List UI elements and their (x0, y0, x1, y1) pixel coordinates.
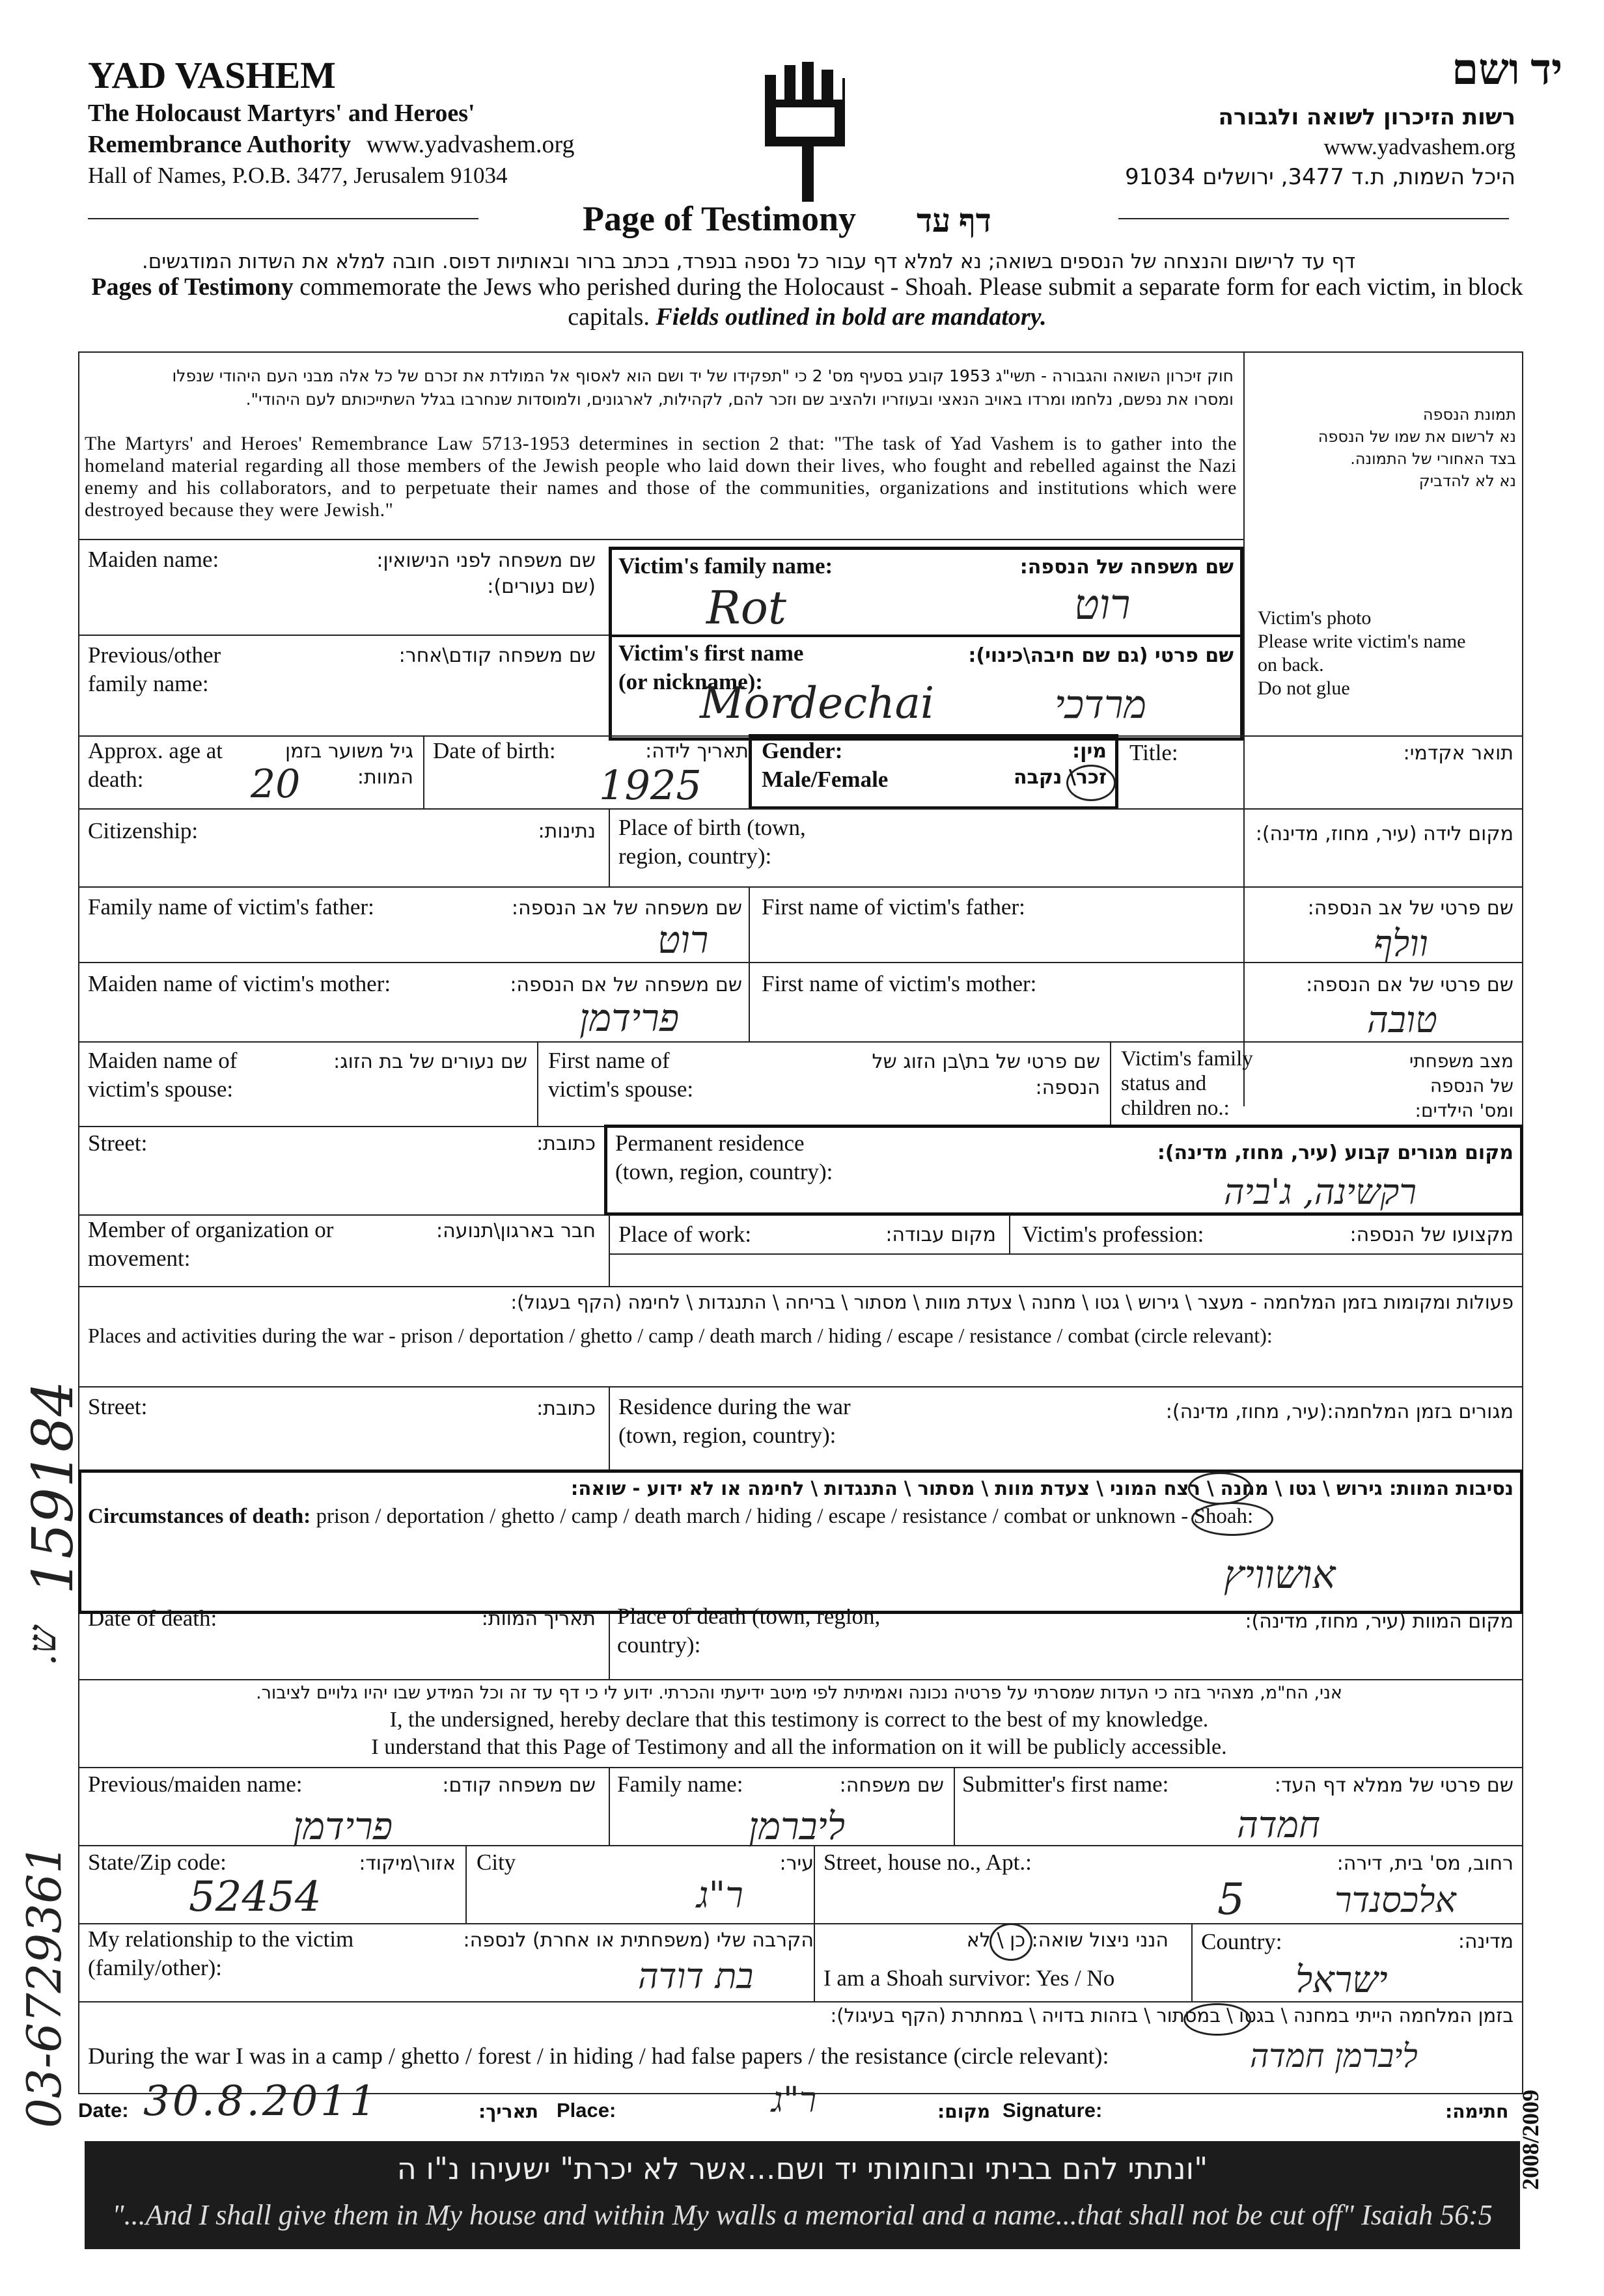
war-res-2: (town, region, country): (618, 1423, 837, 1448)
gender-he-2: זכר\ נקבה (1013, 766, 1107, 789)
intro-rest: commemorate the Jews who perished during the Holocaust - Shoah. Please submit a separate form for each victim, in block capitals. (293, 273, 1523, 331)
street-label: Street: (88, 1130, 148, 1156)
col-rule (1191, 1923, 1193, 2001)
circumstances-he: נסיבות המוות: גירוש \ גטו \ מחנה \ רצח המוני \ צעדת מוות \ מסתור \ התנגדות \ לחימה או לא ידוע - שואה: (570, 1477, 1514, 1499)
victim-first-value-en[interactable]: Mordechai (700, 678, 935, 728)
place-label: Place: (557, 2099, 616, 2122)
age-value[interactable]: 20 (251, 761, 301, 807)
row-rule (78, 1386, 1523, 1387)
photo-en-2: Please write victim's name (1258, 631, 1466, 652)
intro-bold: Pages of Testimony (91, 273, 294, 301)
org-name-he: יד ושם (1452, 46, 1563, 94)
city-value[interactable]: ר"ג (697, 1874, 743, 1917)
prev-family-1: Previous/other (88, 642, 221, 668)
col-rule (609, 1214, 610, 1286)
age-he-1: גיל משוער בזמן (285, 740, 413, 763)
survivor-he: הנני ניצול שואה: כן \ לא (966, 1929, 1168, 1952)
photo-en-4: Do not glue (1258, 677, 1350, 699)
col-rule (537, 1041, 538, 1126)
age-1: Approx. age at (88, 738, 223, 763)
photo-he-2: נא לרשום את שמו של הנספה (1318, 428, 1516, 446)
city-label: City (477, 1850, 516, 1875)
header-rule-left (88, 218, 478, 219)
authority-name: Remembrance Authority (88, 131, 352, 158)
declaration-en (85, 1706, 1514, 1761)
relationship-value[interactable]: בת דודה (638, 1956, 754, 1997)
age-2: death: (88, 767, 144, 792)
mother-first-value[interactable]: טובה (1367, 999, 1437, 1041)
pob-he: מקום לידה (עיר, מחוז, מדינה): (1255, 823, 1514, 845)
submitter-first-he: שם פרטי של ממלא דף העד: (1274, 1774, 1514, 1797)
submitter-family-value[interactable]: ליברמן (749, 1804, 845, 1848)
photo-note-he (1318, 403, 1516, 492)
pod-1: Place of death (town, region, (617, 1604, 881, 1629)
row-rule (78, 1041, 1523, 1043)
submitter-previous-value[interactable]: פרידמן (293, 1804, 393, 1848)
perm-res-1: Permanent residence (615, 1130, 805, 1156)
mother-first-he: שם פרטי של אם הנספה: (1306, 974, 1514, 996)
col-rule (609, 808, 610, 886)
form-title-en: Page of Testimony (583, 199, 857, 238)
previous-family-he: שם משפחה קודם\אחר: (398, 644, 596, 667)
col-rule (814, 1923, 815, 2001)
submitter-name-scrawl: ליברמן חמדה (1250, 2037, 1418, 2075)
title-label: Title: (1129, 740, 1178, 765)
mother-maiden-he: שם משפחה של אם הנספה: (510, 974, 742, 996)
prev-family-2: family name: (88, 671, 209, 696)
war-residence-he: מגורים בזמן המלחמה:(עיר, מחוז, מדינה): (1165, 1401, 1514, 1423)
date-label: Date: (78, 2099, 129, 2122)
pob-2: region, country): (618, 843, 772, 869)
victim-family-he: שם משפחה של הנספה: (1019, 556, 1234, 579)
submitter-family-label: Family name: (617, 1771, 743, 1797)
pob-label (618, 813, 806, 871)
family-status-2: status and (1121, 1072, 1207, 1095)
instruction-he: דף עד לרישום והנצחה של הנספים בשואה; נא למלא דף עבור כל נספה בנפרד, בכתב ברור ובאותיות דפוס. חובה למלא את השדות המודגשים. (141, 250, 1356, 273)
photo-he-1: תמונת הנספה (1422, 405, 1516, 424)
age-he-2: המוות: (357, 766, 413, 789)
row-rule (78, 886, 1523, 888)
spouse-maiden-label (88, 1046, 237, 1104)
authority-line-2 (88, 130, 574, 159)
activities-label: Places and activities during the war - prison / deportation / ghetto / camp / death march / hiding / escape / resistance / combat (circle relevant): (88, 1324, 1273, 1347)
victim-family-label: Victim's family name: (618, 553, 833, 579)
age-label (88, 737, 223, 794)
gender-2: Male/Female (762, 767, 889, 792)
footer-quote-en: "...And I shall give them in My house and within My walls a memorial and a name...that shall not be cut off" Isaiah 56:5 (112, 2199, 1493, 2231)
date-value[interactable]: 30.8.2011 (143, 2077, 379, 2125)
survivor-yes-circle (989, 1923, 1032, 1961)
father-family-label: Family name of victim's father: (88, 894, 374, 920)
dob-he: תאריך לידה: (645, 740, 749, 763)
permanent-residence-he: מקום מגורים קבוע (עיר, מחוז, מדינה): (1157, 1141, 1514, 1164)
col-rule (609, 1386, 610, 1471)
gender-he-1: מין: (1072, 740, 1107, 763)
family-status-he (1380, 1049, 1514, 1123)
margin-phone: 03-6729361 (17, 1844, 72, 2128)
family-status-label (1121, 1046, 1253, 1121)
website-en[interactable]: www.yadvashem.org (366, 131, 575, 158)
work-label: Place of work: (618, 1222, 752, 1247)
gender-male-circle (1066, 765, 1116, 801)
street-he: כתובת: (536, 1132, 596, 1155)
declaration-2: I understand that this Page of Testimony and all the information on it will be publicly accessible. (371, 1735, 1227, 1759)
work-he: מקום עבודה: (885, 1223, 996, 1246)
submitter-previous-label: Previous/maiden name: (88, 1771, 303, 1797)
relationship-he: הקרבה שלי (משפחתית או אחרת) לנספה: (463, 1929, 814, 1952)
intro-italic: Fields outlined in bold are mandatory. (649, 303, 1047, 331)
maiden-name-label: Maiden name: (88, 547, 219, 572)
row-rule (78, 635, 609, 636)
street-house-he: רחוב, מס' בית, דירה: (1336, 1852, 1514, 1875)
spouse-first-he (833, 1049, 1100, 1101)
submitter-previous-he: שם משפחה קודם: (442, 1774, 596, 1797)
citizenship-he: נתינות: (538, 820, 596, 843)
profession-label: Victim's profession: (1022, 1222, 1204, 1247)
spouse-first-he-1: שם פרטי של בת\בן הזוג של (872, 1050, 1100, 1073)
country-value[interactable]: ישראל (1295, 1959, 1388, 2001)
perm-res-2: (town, region, country): (615, 1159, 833, 1184)
spouse-first-label (548, 1046, 693, 1104)
pod-label (617, 1602, 880, 1660)
gender-label (762, 737, 888, 794)
zip-value[interactable]: 52454 (189, 1873, 322, 1921)
spouse-first-2: victim's spouse: (548, 1076, 694, 1102)
member-1: Member of organization or (88, 1217, 334, 1242)
declaration-1: I, the undersigned, hereby declare that this testimony is correct to the best of my knowledge. (389, 1708, 1209, 1732)
family-status-3: children no.: (1121, 1097, 1230, 1120)
war-street-he: כתובת: (536, 1397, 596, 1420)
ghetto-he-circle (1183, 2003, 1251, 2036)
submitter-first-label: Submitter's first name: (962, 1771, 1169, 1797)
city-he: עיר: (779, 1852, 814, 1875)
law-he-2: ומסרו את נפשם, נלחמו ומרדו באויב הנאצי ובעוזריו ולהציב שם וזכר להם, לקהילות, לארגונים, ולמוסדות שנחרבו בגלל השתייכותם לעם היהודי". (245, 390, 1234, 409)
law-he-1: חוק זיכרון השואה והגבורה - תשי"ג 1953 קובע בסעיף מס' 2 כי "תפקידו של יד ושם הוא לאסוף אל המולדת את זכרם של כל אלה מבני העם היהודי שנפלו (172, 366, 1234, 385)
mother-first-label: First name of victim's mother: (762, 971, 1037, 996)
col-rule (954, 1767, 955, 1845)
victim-family-value-he[interactable]: רוט (1074, 581, 1131, 629)
father-first-value[interactable]: וולף (1374, 923, 1428, 965)
pod-2: country): (617, 1632, 701, 1658)
previous-family-label (88, 641, 221, 698)
row-rule (78, 1923, 1523, 1924)
dod-label: Date of death: (88, 1606, 217, 1631)
circ-bold: Circumstances of death: (88, 1505, 311, 1528)
photo-note-en (1258, 607, 1465, 700)
survivor-label: I am a Shoah survivor: Yes / No (823, 1965, 1115, 1991)
row-rule (78, 1679, 1523, 1680)
street-house-label: Street, house no., Apt.: (823, 1850, 1032, 1875)
row-rule (78, 1845, 1523, 1846)
relationship-1: My relationship to the victim (88, 1926, 354, 1952)
street-name-value[interactable]: אלכסנדר (1334, 1879, 1456, 1920)
law-text-he (85, 364, 1234, 411)
form-title-he: דף עד (917, 202, 991, 239)
family-status-he-1: מצב משפחתי (1409, 1050, 1514, 1072)
organization-he: חבר בארגון\תנועה: (436, 1220, 596, 1242)
spouse-first-1: First name of (548, 1048, 670, 1073)
photo-he-3: בצד האחורי של התמונה. (1350, 450, 1516, 468)
activities-he: פעולות ומקומות בזמן המלחמה - מעצר \ גירוש \ גטו \ מחנה \ צעדת מוות \ מסתור \ בריחה \ התנגדות \ לחימה (הקף בעגול): (510, 1291, 1514, 1313)
date-he: תאריך: (478, 2101, 538, 2122)
photo-he-4: נא לא להדביק (1418, 472, 1516, 490)
place-he: מקום: (937, 2101, 991, 2122)
submitter-family-he: שם משפחה: (839, 1774, 944, 1797)
circumstances-label (88, 1505, 1253, 1529)
zip-he: אזור\מיקוד: (359, 1852, 456, 1875)
photo-en-3: on back. (1258, 654, 1324, 676)
row-rule (78, 1767, 1523, 1768)
col-rule (1110, 1041, 1111, 1126)
gender-1: Gender: (762, 738, 843, 763)
authority-line-1: The Holocaust Martyrs' and Heroes' (88, 100, 475, 127)
spouse-maiden-he: שם נעורים של בת הזוג: (333, 1050, 527, 1073)
col-rule (609, 1767, 610, 1845)
father-first-he: שם פרטי של אב הנספה: (1307, 897, 1514, 920)
yad-vashem-logo-icon (762, 62, 846, 202)
victim-first-2: (or nickname): (618, 669, 763, 694)
victim-first-1: Victim's first name (618, 640, 804, 666)
family-status-he-3: ומס' הילדים: (1415, 1100, 1514, 1121)
father-family-he: שם משפחה של אב הנספה: (511, 897, 742, 920)
header-rule-right (1118, 218, 1509, 219)
org-name-en: YAD VASHEM (88, 54, 336, 96)
country-label: Country: (1201, 1929, 1282, 1954)
during-war-label: During the war I was in a camp / ghetto / forest / in hiding / had false papers / the resistance (circle relevant): (88, 2043, 1109, 2069)
margin-mark: ש. (20, 1626, 65, 1666)
spouse-maiden-1: Maiden name of (88, 1048, 238, 1073)
combat-circle (1191, 1502, 1273, 1536)
row-rule (78, 2001, 1523, 2002)
col-rule (465, 1845, 467, 1923)
family-status-he-2: של הנספה (1430, 1075, 1514, 1097)
permanent-residence-value[interactable]: רקשינה, ג'ביה (1224, 1171, 1417, 1212)
title-he: תואר אקדמי: (1403, 742, 1514, 765)
row-rule (78, 962, 1523, 963)
website-he[interactable]: www.yadvashem.org (1323, 134, 1515, 159)
row-rule (78, 1286, 1523, 1287)
signature-label: Signature: (1002, 2099, 1103, 2122)
organization-label (88, 1216, 333, 1273)
during-war-he: בזמן המלחמה הייתי במחנה \ בגטו \ במסתור \ בזהות בדויה \ במחתרת (הקף בעיגול): (830, 2004, 1514, 2027)
spouse-first-he-2: הנספה: (1035, 1076, 1100, 1099)
war-residence-label (618, 1393, 851, 1450)
dod-he: תאריך המוות: (481, 1607, 596, 1630)
war-street-label: Street: (88, 1394, 148, 1419)
member-2: movement: (88, 1246, 191, 1271)
photo-en-1: Victim's photo (1258, 607, 1372, 629)
mother-maiden-label: Maiden name of victim's mother: (88, 971, 391, 996)
permanent-residence-label (615, 1129, 833, 1186)
maiden-he-2: (שם נעורים): (487, 575, 596, 598)
place-value[interactable]: ר"ג (771, 2079, 817, 2120)
col-rule (609, 1614, 610, 1679)
mother-maiden-value[interactable]: פרידמן (579, 996, 680, 1040)
family-status-1: Victim's family (1121, 1047, 1253, 1071)
victim-name-rule (609, 635, 1243, 637)
signature-he: חתימה: (1445, 2101, 1509, 2122)
father-first-label: First name of victim's father: (762, 894, 1025, 920)
intro-en (91, 272, 1523, 332)
father-family-value[interactable]: רוט (657, 918, 709, 962)
col-rule (749, 886, 750, 1041)
death-circumstance-value[interactable]: אושוויץ (1224, 1552, 1336, 1598)
submitter-first-value[interactable]: חמדה (1237, 1804, 1321, 1846)
citizenship-label: Citizenship: (88, 818, 199, 843)
country-he: מדינה: (1458, 1930, 1514, 1953)
victim-first-he: שם פרטי (גם שם חיבה\כינוי): (968, 644, 1234, 667)
camp-he-circle (1188, 1472, 1252, 1505)
circ-rest: prison / deportation / ghetto / camp / death march / hiding / escape / resistance / combat or unknown - Shoah: (311, 1505, 1254, 1528)
col-rule (1009, 1214, 1010, 1253)
row-rule (609, 1253, 1523, 1255)
victim-first-value-he[interactable]: מרדכי (1055, 682, 1147, 728)
victim-family-value-en[interactable]: Rot (706, 581, 786, 635)
zip-label: State/Zip code: (88, 1850, 227, 1875)
pod-he: מקום המוות (עיר, מחוז, מדינה): (1245, 1610, 1514, 1633)
row-rule (78, 808, 1523, 810)
maiden-he-1: שם משפחה לפני הנישואין: (376, 549, 596, 572)
margin-number: 159184 (21, 1380, 86, 1594)
street-number-value[interactable]: 5 (1217, 1874, 1245, 1924)
relationship-2: (family/other): (88, 1955, 223, 1980)
footer-quote-he: "ונתתי להם בביתי ובחומותי יד ושם...אשר לא יכרת" ישעיהו נ"ו ה (396, 2151, 1208, 2186)
col-rule (814, 1845, 815, 1923)
law-text-en: The Martyrs' and Heroes' Remembrance Law 5713-1953 determines in section 2 that: "The task of Yad Vashem is to gather into the homeland material regarding all those members of the Jewish people who laid down their lives, who fought and rebelled against the Nazi enemy and his collaborators, and to perpetuate their names and those of the communities, organizations and institutions which were destroyed because they were Jewish." (85, 433, 1237, 521)
law-bottom-rule (78, 539, 1243, 540)
profession-he: מקצועו של הנספה: (1349, 1223, 1514, 1246)
dob-value[interactable]: 1925 (599, 761, 702, 809)
declaration-he: אני, הח"מ, מצהיר בזה כי העדות שמסרתי על פרטיה נכונה ואמיתית לפי מיטב ידיעתי והכרתי. ידוע לי כי דף עד זה וכל המידע שבו יהיו גלויים לציבור. (256, 1683, 1342, 1703)
pob-1: Place of birth (town, (618, 815, 806, 840)
dob-label: Date of birth: (433, 738, 556, 763)
address-he: היכל השמות, ת.ד 3477, ירושלים 91034 (1125, 164, 1515, 190)
war-res-1: Residence during the war (618, 1394, 851, 1419)
address-en: Hall of Names, P.O.B. 3477, Jerusalem 91034 (88, 163, 508, 188)
authority-he: רשות הזיכרון לשואה ולגבורה (1218, 104, 1515, 130)
maiden-name-he (339, 548, 596, 600)
col-rule (423, 735, 424, 808)
form-code: 2008/2009 (1517, 2089, 1543, 2190)
spouse-maiden-2: victim's spouse: (88, 1076, 234, 1102)
relationship-label (88, 1925, 353, 1982)
